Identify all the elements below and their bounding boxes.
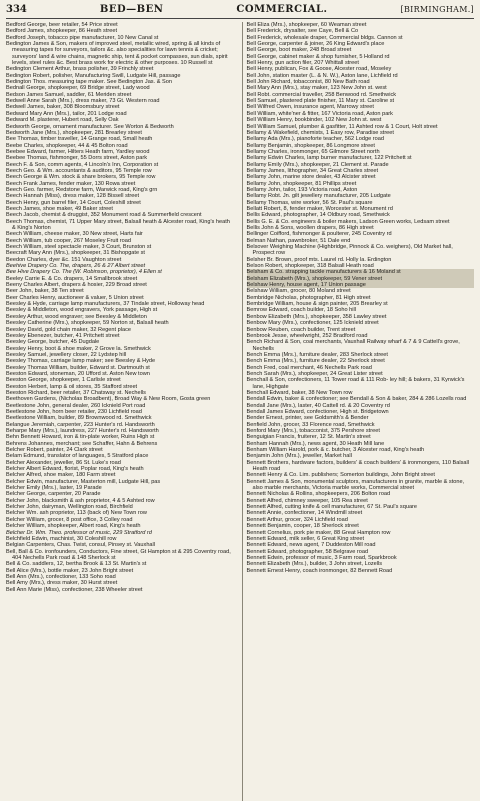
directory-entry: Beech William, tub cooper, 267 Moseley Fruit road xyxy=(6,237,131,244)
directory-entry: Bell George, cabinet maker & shop furnisher, 5 Holland rd xyxy=(246,53,390,60)
directory-entry: Benjamin John (Mrs.), jeweller, Market hall xyxy=(246,453,352,460)
directory-entry: Beesley Arthur, wood engraver; see Beesley & Middleton xyxy=(6,313,147,320)
directory-entry: Behn Bennett Howard, iron & tin-plate worker, Ruins High st xyxy=(6,434,155,441)
directory-entry: Belson Robert, shopkeeper, 318 Balsall Heath road xyxy=(246,263,374,270)
directory-entry: Beesley Thomas William, builder, Edward st. Dartmouth st xyxy=(6,364,150,371)
directory-entry: Beesley Thomas, carriage lamp maker; see Beesley & Hyde xyxy=(6,358,156,365)
directory-entry: Bell Henry, publican, Fox & Goose, Alcester road, Moseley xyxy=(246,66,392,73)
directory-entry: Bench Emma (Mrs.), furniture dealer, 22 Sherlock street xyxy=(246,358,385,365)
directory-entry: Belcher John, dairyman, Wellington road, Birchfield xyxy=(6,504,133,511)
directory-entry: Bennett Cornelius, pork pie maker, 88 Great Hampton row xyxy=(246,529,391,536)
directory-entry: Belcher William, grocer, 8 post office, 3 Colley road xyxy=(6,516,133,523)
directory-entry: Bellamy Benjamin, shopkeeper, 86 Longmore street xyxy=(246,142,375,149)
directory-entry: Beetlestone William, builder, 89 Brownwood rd. Smethwick xyxy=(6,415,152,422)
directory-entry: Bellamy James, lithographer, 34 Great Charles street xyxy=(246,167,379,174)
directory-entry: Bendall Jane (Mrs.), laster, 40 Cattell rd. & 20 Coventry rd xyxy=(246,402,390,409)
directory-entry: Bellatt Robert, 8, fender maker, Worcester st. Monument rd xyxy=(246,205,393,212)
directory-entry: Belchfield Edwin, machinist, 30 Coleshill row xyxy=(6,535,117,542)
directory-entry: Bedington James & Son, makers of improved steel, metallic wired, spring & all kinds of measuring tapes for surveyors, tailors &c. also specialities for lawn tennis & cricket; surveyors' land & wire chains, magnetic ship, tent & pocket compasses, sun dials, spirit levels, steel rules &c. Best brass work for electric & other purposes. 10 Russell st xyxy=(6,41,228,67)
directory-entry: Bell Alice (Mrs.), bottle maker, 23 John Bright street xyxy=(6,567,134,574)
directory-entry: Bellamy Charles, ironmonger, 65 Gilmore Street north xyxy=(246,148,380,155)
directory-entry: Beer John, baker, 38 Ten street xyxy=(6,288,84,295)
directory-columns xyxy=(6,22,474,801)
directory-entry: Bennett Edward, photographer, 58 Belgrave road xyxy=(246,548,369,555)
directory-entry: Beesley & Hyde, carriage lamp manufacturers, 37 Tindale street, Holloway head xyxy=(6,301,205,308)
directory-entry: Belcher John, blacksmith & ash proprietor, 4 & 5 Ashted row xyxy=(6,497,155,504)
directory-entry: Beesley George, butcher, 45 Dugdale xyxy=(6,339,100,346)
directory-entry: Beech Jacob, chemist & druggist, 352 Monument road & Summerfield crescent xyxy=(6,212,202,219)
directory-entry: Beethoven Gardens, (Nicholas Broadbent), Broad Way & New Room, Gosta green xyxy=(6,396,211,403)
directory-entry: Belcher Alexander, jeweller, 86 St. Luke's road xyxy=(6,459,121,466)
directory-entry: Belangue Jeremiah, carpenter, 223 Hunter's rd. Handsworth xyxy=(6,421,155,428)
page-number: 334 xyxy=(6,4,27,15)
directory-entry: Bembridge Nicholas, photographer, 81 High street xyxy=(246,294,371,301)
directory-entry: Beeley Carrie E. & Co. drapers, 14 Smallbrook street xyxy=(6,275,138,282)
directory-entry: Benham William Harold, pork & c. butcher, 3 Alcester road, King's heath xyxy=(246,447,425,454)
directory-entry: Bellamy Thomas, wire worker, 56 St. Paul's square xyxy=(246,199,373,206)
directory-entry: Bell Samuel, plastered plate finisher, 11 Mary st. Caroline st xyxy=(246,98,395,105)
directory-entry: Bennett Edward, news agent, 7 Duddeston Mill road xyxy=(246,542,376,549)
directory-entry: Bell Henry, gun action filer, 207 Whittall street xyxy=(246,60,359,67)
directory-entry: Benchall & Son, confectioners, 11 Tower road & 111 Rob- ley hill; & bakers, 31 Kyrwick's lane, Highgate xyxy=(246,377,465,390)
directory-entry: Belshaw William, grocer, 80 Moland street xyxy=(246,288,351,295)
directory-entry: Belsher Br. Brown, proof mts. Laurel rd. Holly la. Erdington xyxy=(246,256,392,263)
directory-entry: Bell, Ball & Co. ironfounders, Conductors, Fine street, Gt Hampton st & 295 Coventry road, 404 Nechells Park road & 148 Sherlock st xyxy=(6,548,231,561)
directory-entry: Bemrow Edward, coach builder, 18 Soho hill xyxy=(246,307,356,314)
directory-entry: Bell William Samuel, plumber & gasfitter, 11 Ashted row & 1 Court, Holt street xyxy=(246,123,438,130)
directory-entry: Beech Henry, gun barrel filer, 14 Court, Coleshill street xyxy=(6,199,141,206)
directory-entry: Beeston Richard, beer retailer, 37 Chatsway st. Nechells xyxy=(6,389,146,396)
directory-entry: Bennett Henry & Co. Lim. publishers; Somerton buildings, John Bright street xyxy=(246,472,435,479)
directory-entry: Bembridge William, house & sign painter, 205 Brearley st xyxy=(246,301,388,308)
directory-entry: Belman Nathan, pawnbroker, 51 Dale end xyxy=(246,237,351,244)
directory-entry: Beesley Catherine (Mrs.), shopkeeper, 59 Norton st, Balsall heath xyxy=(6,320,169,327)
directory-entry: Beecraft Mary Ann (Mrs.), shopkeeper, 31 Bishopgate st xyxy=(6,250,145,257)
directory-entry: Beeston George, shopkeeper, 1 Carlisle street xyxy=(6,377,121,384)
directory-entry: Bench Fred, coal merchant, 46 Nechells Park road xyxy=(246,364,372,371)
directory-entry: Bedford James, shopkeeper, 86 Heath street xyxy=(6,28,118,35)
directory-entry: Beech William, cheese maker, 30 New street, Harts fair xyxy=(6,231,143,238)
right-column xyxy=(242,22,475,801)
directory-entry: Bell Frederick, drysalter, see Caye, Bell & Co xyxy=(246,28,359,35)
directory-entry: Beech Thomas, chemist, 71 Upper Mary street, Balsall heath & Alcester road, King's heath & King's Norton xyxy=(6,218,230,231)
directory-entry: Bell William, white'ner & fitter, 167 Victoria road, Aston park xyxy=(246,110,393,117)
directory-entry: Bennett Nicholas & Rollins, shopkeepers, 206 Bolton road xyxy=(246,491,391,498)
directory-entry: Bell Mary Ann (Mrs.), stay maker, 123 New John st. west xyxy=(246,85,387,92)
directory-entry: Belcher Albert Edward, florist, Poplar road, King's heath xyxy=(6,466,144,473)
directory-entry: Benfield John, grocer, 33 Florence road, Smethwick xyxy=(246,421,375,428)
directory-entry: Benbow Reuben, coach builder, Trent street xyxy=(246,326,356,333)
directory-entry: Bell Ann Marie (Miss), confectioner, 238 Wheeler street xyxy=(6,586,143,593)
directory-entry: Belsham Elizabeth (Mrs.), shopkeeper, 59 Vener street xyxy=(247,276,475,282)
directory-entry: Beech James, shoe maker, 49 Baker street xyxy=(6,205,113,212)
directory-entry: Benford Mary (Mrs.), tobacconist, 375 Pershore street xyxy=(246,428,380,434)
directory-entry: Bennett Ernest Henry, coach ironmonger, 82 Bennett Road xyxy=(246,567,393,574)
directory-entry: Belcher Robert, painter, 24 Clark street xyxy=(6,447,103,454)
directory-entry: Behrens Johannes, merchant; see Schaffer, Hahn & Behrens xyxy=(6,440,158,447)
directory-entry: Bellamy & Wakefield, chemists, 1 Easy row, Paradise street xyxy=(246,129,394,136)
directory-entry: Belsover Weighing Machine (Highbridge, Pinnock & Co. weighers), Old Market hall, Prospect row xyxy=(246,244,453,257)
directory-entry: Beech Geo. farmer, Redstone farm, Warwick road, King's grn xyxy=(6,186,158,193)
directory-entry: Beeny Charles Albert, drapers & hosier, 229 Broad street xyxy=(6,282,147,289)
directory-entry: Belcher George, carpenter, 20 Parade xyxy=(6,491,101,498)
directory-entry: Bedington Clement Arthur, brass polisher, 39 Frinchly street xyxy=(6,66,154,73)
directory-entry: Bell Robt. commercial traveller, 258 Benwood rd. Smethwick xyxy=(246,91,397,98)
directory-entry: Beedon Charles, dyer &c. 151 Vaughton street xyxy=(6,256,122,263)
directory-entry: Bedford George, beer retailer, 54 Price street xyxy=(6,22,118,28)
directory-entry: Bennett James & Son, monumental sculptors, manufacturers in granite, marble & stone, also marble merchants, Victoria marble works, Commercial street xyxy=(246,478,465,492)
left-column xyxy=(6,22,234,801)
directory-entry: Benguigian Francis, fruiterer, 12 St. Martin's street xyxy=(246,434,371,441)
directory-entry: Belcher Wm. ash proprietor, 113 (back of) New Town row xyxy=(6,510,147,517)
directory-entry: Benbow Elizabeth (Mrs.), shopkeeper, 358 Lawley street xyxy=(246,313,387,320)
directory-entry: Bendall Edwin, baker & confectioner; see Bendall & Son & baker, 284 & 286 Lozells road xyxy=(246,396,467,403)
directory-entry: Bennett Benjamin, cooper, 18 Sherlock street xyxy=(246,523,359,530)
directory-entry: Bennett Annie, confectioner, 14 Windmill street xyxy=(246,510,363,517)
directory-entry: Bedwell James, baker, 308 Bloomsbury street xyxy=(6,104,120,111)
directory-entry: Bench Emma (Mrs.), furniture dealer, 283 Sherlock street xyxy=(246,351,388,358)
directory-entry: Bedward Mary Ann (Mrs.), tailor, 201 Lodge road xyxy=(6,110,127,117)
directory-entry: Bell John Richard, tobacconist, 80 New Bath road xyxy=(246,79,370,86)
directory-entry: Bender Ernest, printer, see Goldsmith's & Bender xyxy=(246,415,369,422)
directory-entry: Beesley & Middleton, wood engravers, York passage, High st xyxy=(6,307,158,314)
directory-entry: Bench Richard & Son, coal merchants, Vauxhall Railway wharf & 7 & 9 Cattell's grove, Nechells xyxy=(246,339,460,352)
directory-entry: Beeston Herbert, lamp & oil stores, 35 Stafford street xyxy=(6,383,138,390)
directory-entry: Beech Frank James, fender maker, 130 Rowa street xyxy=(6,180,136,187)
directory-entry: Bell Eliza (Mrs.), shopkeeper, 60 Weaman street xyxy=(246,22,367,28)
directory-entry: Benbow Mary (Mrs.), confectioner, 125 Icknield street xyxy=(246,320,379,327)
directory-entry: Belcher Alfred, shoe maker, 180 Farm street xyxy=(6,472,116,479)
section-heading: COMMERCIAL. xyxy=(236,4,328,15)
directory-entry: Beharpe Mary (Mrs.), laundress, 227 Hunter's rd. Handsworth xyxy=(6,428,159,434)
directory-entry: Belcher William, shopkeeper, Albert road, King's heath xyxy=(6,523,141,530)
directory-entry: Benham Hannah (Mrs.), news agent, 30 Heath Mill lane xyxy=(246,440,385,447)
directory-entry: Beebe Charles, shopkeeper, 44 & 45 Bolton road xyxy=(6,142,128,149)
directory-entry: Bennett Brothers, hardware factors, builders' & coach builders' & ironmongers, 110 Balsall Heath road xyxy=(246,459,469,473)
directory-entry: Beech William, steel spectacle maker, 3 Court, Brunston st xyxy=(6,244,152,251)
directory-entry: Bellis John & Sons, woollen drapers, 86 High street xyxy=(246,225,374,231)
directory-entry: Belsham & Co. strapping tackle manufacturers & 16 Moland st xyxy=(247,269,475,275)
directory-entry: Bendall James Edward, confectioner, High st. Bridgetown xyxy=(246,408,389,415)
directory-entry: Bedington Thos. measuring tape maker. See Bedington Jas. & Son xyxy=(6,79,172,86)
directory-entry: Beesley Samuel, jewellery closer, 22 Lydstep hill xyxy=(6,351,127,358)
directory-entry: Bellamy Robt. Jn. gilt jewellery manufacturer, 205 Ludgate xyxy=(246,193,391,200)
directory-entry: Belam Edmund, translator of languages, 5 Stratford place xyxy=(6,453,149,460)
directory-entry: Bellamy John, tailor, 193 Victoria road, Aston xyxy=(246,186,358,193)
directory-entry: Bennett Edward, milk seller, 6 Great King street xyxy=(246,535,365,542)
directory-entry: Belcher Dr. Wm. Theo. professor of music, 229 Stratford rd xyxy=(6,529,152,536)
directory-entry: Beetlestone John, general dealer, 260 Icknield Port road xyxy=(6,402,146,409)
directory-entry: Benchall Edward, baker, 38 New Town row xyxy=(246,389,353,396)
directory-entry: Bellamy Ada (Mrs.), pianoforte teacher, 562 Lodge road xyxy=(246,136,384,143)
directory-entry: Bell & Co. saddlers, 12, bertha Brook & 13 St. Martin's st xyxy=(6,561,147,568)
directory-entry: Bell William Henry, bookbinder, 102 New John st. west xyxy=(246,117,382,124)
directory-entry: Bellamy John, marine store dealer, 43 Alcister street xyxy=(246,174,376,181)
directory-entry: Bennett Arthur, grocer, 324 Lichfield road xyxy=(246,516,348,523)
directory-entry: Bell George, carpenter & joiner, 26 King Edward's place xyxy=(246,41,385,48)
directory-entry: Bednall George, shopkeeper, 69 Bridge street, Lady wood xyxy=(6,85,150,92)
directory-entry: Beebee Edward, farmer, Hilters Heath farm, Yardley wood xyxy=(6,148,150,155)
page-header xyxy=(6,4,474,19)
directory-entry: Benbrook Jesse, wheelwright, 252 Bradford road xyxy=(246,332,368,339)
directory-entry: Bennett Edwin, professor of music, 3 Farm road, Sparkbrook xyxy=(246,554,397,561)
directory-entry: Belcher Edwin, manufacturer, Masterton mill, Ludgate Hill, pas xyxy=(6,478,161,485)
directory-entry: Beebee Thomas, fishmonger, 55 Dorrs street, Aston park xyxy=(6,155,148,162)
directory-entry: Bellamy John, shopkeeper, 81 Phillips street xyxy=(246,180,357,187)
directory-entry: Bell George, boot maker, 248 Broad street xyxy=(246,47,352,54)
directory-entry: Beeston Edward, stoneman, 20 Ufford st. Aston New town xyxy=(6,370,150,377)
directory-entry: Beesley Henry, boot & shoe maker, 2 Grove la. Smethwick xyxy=(6,345,151,352)
directory-entry: Belcher Emily (Mrs.), laster, 19 Parade xyxy=(6,485,102,492)
directory-entry: Bennett Alfred, chimney sweeper, 105 Rea street xyxy=(246,497,368,504)
location-heading: [BIRMINGHAM.] xyxy=(400,5,474,14)
directory-entry: Beesley David, gold chain maker, 32 Regent place xyxy=(6,326,132,333)
directory-entry: Bellinger Coifford, fishmonger & poulterer, 245 Coventry rd xyxy=(246,231,392,238)
directory-entry: Beetlestone John, horn beer retailer, 230 Lichfield road xyxy=(6,408,142,415)
directory-entry: Bedington Robert, polisher, Manufacturing Swill, Ludgate Hill, passage xyxy=(6,72,181,79)
directory-entry: Bedford Joseph, tobacco pipe manufacturer, 10 New Canal st xyxy=(6,34,159,41)
directory-entry: Bedworth George, ornament manufacturer. See Worton & Bedworth xyxy=(6,123,174,130)
directory-entry: Bee Hive Drapery Co. The (W. Robinson, proprietor), 4 Ellen st xyxy=(6,269,162,276)
directory-entry: Bennett Alfred, cutting knife & cell manufacturer, 67 St. Paul's square xyxy=(246,504,418,511)
directory-entry: Bench Sarah (Mrs.), shopkeeper, 24 Great Lister street xyxy=(246,370,383,377)
page-range-heading: BED—BEN xyxy=(99,4,164,15)
directory-entry: Bell John, station master (L. & N. W.), Aston lane, Lichfield rd xyxy=(246,72,398,79)
directory-entry: Beech George & Wm. stock & share brokers, 95 Temple row xyxy=(6,174,156,181)
directory-entry: Beech F. & Son, comm agents, 4 Lincoln's Inn, Corporation st xyxy=(6,161,159,168)
directory-entry: Beesley Ebenezer, butcher, 41 Pritchett street xyxy=(6,332,120,339)
directory-entry: Bennett Elizabeth (Mrs.), builder, 3 John street, Lozells xyxy=(246,561,383,568)
directory-entry: Bell Ann (Mrs.), confectioner, 133 Soho road xyxy=(6,573,116,580)
directory-entry: Beer Charles Henry, auctioneer & valuer, 5 Union street xyxy=(6,294,144,301)
directory-entry: Bedworth Jane (Mrs.), shopkeeper, 281 Brearley street xyxy=(6,129,142,136)
directory-entry: Bellis G. E. & Co. engineers & boiler makers, Ladson Green works, Ledsam street xyxy=(246,218,450,225)
directory-entry: Bedward M. plasterer, Hubert road, Selly Oak xyxy=(6,117,119,124)
directory-entry: Bellamy Emily (Mrs.), shopkeeper, 21 Clement st. Parade xyxy=(246,161,389,168)
directory-entry: Bell Amy (Mrs.), dress maker, 30 Hurst street xyxy=(6,580,118,587)
directory-entry: Bellamy Edwin Charles, lamp burner manufacturer, 122 Pritchett st xyxy=(246,155,412,162)
directory-entry: Beehive Drapery Co. The, drapers, 26 & 27 Albert street xyxy=(6,263,146,270)
directory-entry: Belshaw Henry, house agent, 17 Union passage xyxy=(247,282,475,288)
directory-entry: Bell Wilfred Owen, insurance agent, Marrowy street xyxy=(246,104,374,111)
directory-entry: Bee Thomas, timber traveller, 14 Grange road, Small heath xyxy=(6,136,153,143)
directory-entry: Beech Hannah (Miss), dress maker, 128 Bissell street xyxy=(6,193,140,200)
directory-entry: Beech Geo. & Wm. accountants & auditors, 95 Temple row xyxy=(6,167,152,174)
directory-entry: Bedson James Samuel, saddler, 61 Meriden street xyxy=(6,91,132,98)
directory-entry: Bellis Edward, photographer, 14 Oldbury road, Smethwick xyxy=(246,212,390,219)
directory-entry: Belgian Carpenters, Chas. Twist, consul, Pinsey st. Vauxhall xyxy=(6,542,156,549)
directory-entry: Bell Frederick, wholesale draper, Commercial bldgs. Cannon st xyxy=(246,34,403,41)
directory-entry: Bedwell Anne Sarah (Mrs.), dress maker, 73 Gt. Western road xyxy=(6,98,160,105)
